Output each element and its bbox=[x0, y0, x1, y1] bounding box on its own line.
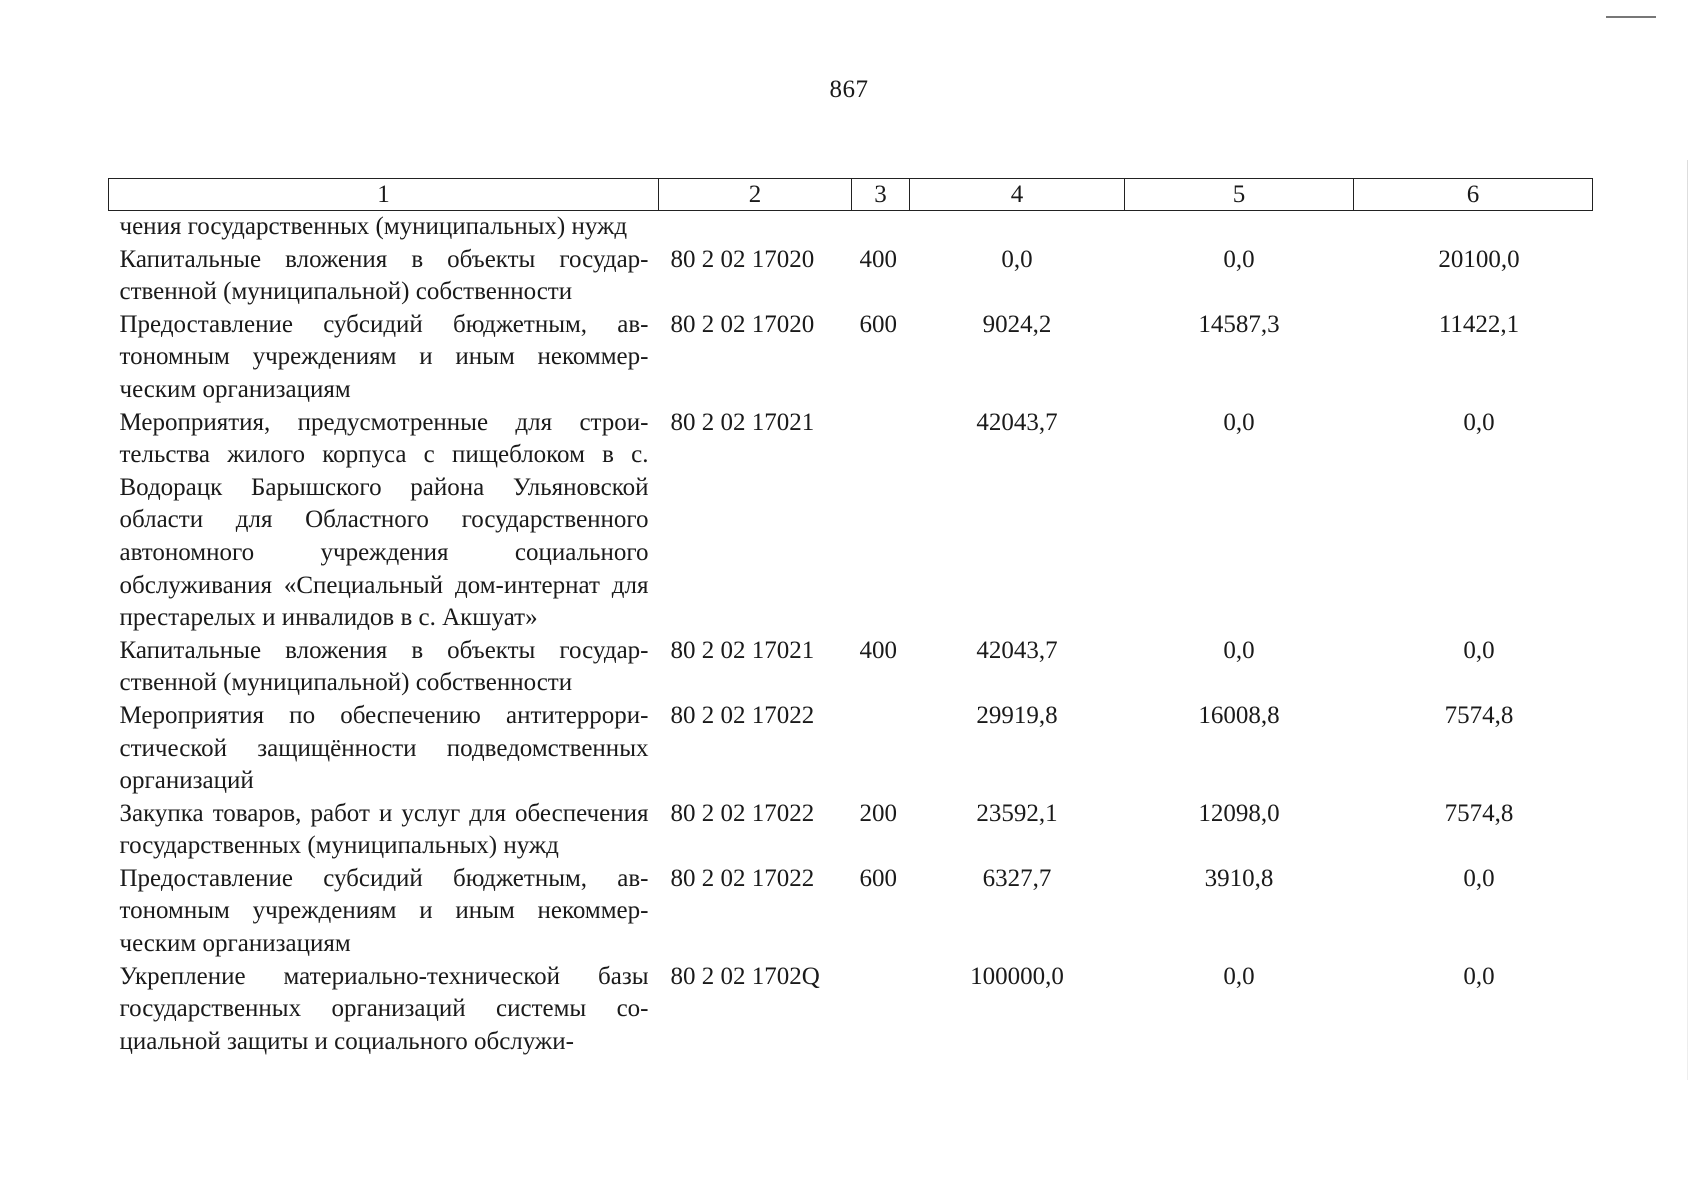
table-row bbox=[109, 635, 1593, 700]
row-expense-type: 600 bbox=[859, 310, 897, 338]
row-description: Капитальные вложения в объекты государственной (муниципальной) собственности bbox=[119, 636, 649, 697]
row-description: Закупка товаров, работ и услуг для обеспечения государственных (муниципальных) нужд bbox=[119, 799, 649, 860]
row-code: 80 2 02 17022 bbox=[670, 799, 815, 827]
row-description: Укрепление материально-технической базы государственных организаций системы социальной защиты и социального обслужи- bbox=[119, 962, 649, 1055]
column-number-row bbox=[109, 179, 1593, 211]
row-expense-type bbox=[852, 961, 910, 1059]
row-expense-type: 200 bbox=[859, 799, 897, 827]
row-value-col5: 0,0 bbox=[1223, 962, 1255, 990]
row-value-col6: 0,0 bbox=[1463, 408, 1495, 436]
table-row bbox=[109, 700, 1593, 798]
row-expense-type: 400 bbox=[859, 636, 897, 664]
row-code: 80 2 02 17022 bbox=[670, 701, 815, 729]
row-value-col5: 0,0 bbox=[1223, 245, 1255, 273]
row-expense-type: 600 bbox=[859, 864, 897, 892]
row-value-col5: 3910,8 bbox=[1204, 864, 1274, 892]
row-code: 80 2 02 17022 bbox=[670, 864, 815, 892]
row-expense-type bbox=[852, 211, 910, 244]
row-code: 80 2 02 17020 bbox=[670, 245, 815, 273]
row-code: 80 2 02 17021 bbox=[670, 636, 815, 664]
row-value-col4: 42043,7 bbox=[976, 636, 1058, 664]
row-code: 80 2 02 1702Q bbox=[670, 962, 820, 990]
row-value-col4: 0,0 bbox=[1001, 245, 1033, 273]
scan-corner-mark bbox=[1606, 16, 1656, 18]
row-expense-type: 400 bbox=[859, 245, 897, 273]
table-row bbox=[109, 244, 1593, 309]
row-value-col4: 100000,0 bbox=[970, 962, 1064, 990]
row-value-col4 bbox=[910, 211, 1125, 244]
row-value-col6: 11422,1 bbox=[1438, 310, 1520, 338]
row-description: чения государственных (муниципальных) нужд bbox=[119, 213, 628, 240]
row-value-col5: 0,0 bbox=[1223, 408, 1255, 436]
row-description: Мероприятия по обеспечению антитеррористической защищённости подведомственных организаций bbox=[119, 701, 649, 795]
column-header-3: 3 bbox=[852, 179, 910, 211]
table-row bbox=[109, 407, 1593, 635]
row-expense-type bbox=[852, 407, 910, 635]
row-value-col4: 9024,2 bbox=[982, 310, 1052, 338]
row-value-col6: 20100,0 bbox=[1438, 245, 1520, 273]
column-header-4: 4 bbox=[910, 179, 1125, 211]
row-value-col6: 7574,8 bbox=[1444, 701, 1514, 729]
row-code: 80 2 02 17021 bbox=[670, 408, 815, 436]
row-value-col5: 0,0 bbox=[1223, 636, 1255, 664]
row-value-col5: 12098,0 bbox=[1198, 799, 1280, 827]
row-value-col4: 42043,7 bbox=[976, 408, 1058, 436]
row-value-col6: 0,0 bbox=[1463, 962, 1495, 990]
table-row bbox=[109, 309, 1593, 407]
row-value-col4: 6327,7 bbox=[982, 864, 1052, 892]
budget-table bbox=[108, 178, 1593, 1058]
table-row bbox=[109, 961, 1593, 1059]
table-row bbox=[109, 211, 1593, 244]
row-value-col5: 16008,8 bbox=[1198, 701, 1280, 729]
row-description: Мероприятия, предусмотренные для строительства жилого корпуса с пищеблоком в с. Водорацк Барышского района Ульяновской области для Областного государственного автономного учреждения социального обслуживания «Специальный дом-интернат для престарелых и инвалидов в с. Акшуат» bbox=[119, 408, 649, 632]
row-value-col5: 14587,3 bbox=[1198, 310, 1280, 338]
row-value-col6: 7574,8 bbox=[1444, 799, 1514, 827]
column-header-6: 6 bbox=[1354, 179, 1593, 211]
row-description: Предоставление субсидий бюджетным, автономным учреждениям и иным некоммерческим организациям bbox=[119, 864, 649, 958]
row-description: Предоставление субсидий бюджетным, автономным учреждениям и иным некоммерческим организациям bbox=[119, 310, 649, 403]
table-row bbox=[109, 798, 1593, 863]
scan-edge-line bbox=[1687, 160, 1688, 1080]
row-code: 80 2 02 17020 bbox=[670, 310, 815, 338]
row-value-col6: 0,0 bbox=[1463, 636, 1495, 664]
row-code bbox=[659, 211, 852, 244]
table-row bbox=[109, 863, 1593, 961]
row-description: Капитальные вложения в объекты государственной (муниципальной) собственности bbox=[119, 245, 649, 306]
column-header-1: 1 bbox=[109, 179, 659, 211]
row-expense-type bbox=[852, 700, 910, 798]
row-value-col6: 0,0 bbox=[1463, 864, 1495, 892]
column-header-5: 5 bbox=[1125, 179, 1354, 211]
row-value-col5 bbox=[1125, 211, 1354, 244]
row-value-col4: 29919,8 bbox=[976, 701, 1058, 729]
row-value-col4: 23592,1 bbox=[976, 799, 1058, 827]
column-header-2: 2 bbox=[659, 179, 852, 211]
row-value-col6 bbox=[1354, 211, 1593, 244]
page-number: 867 bbox=[829, 76, 869, 103]
